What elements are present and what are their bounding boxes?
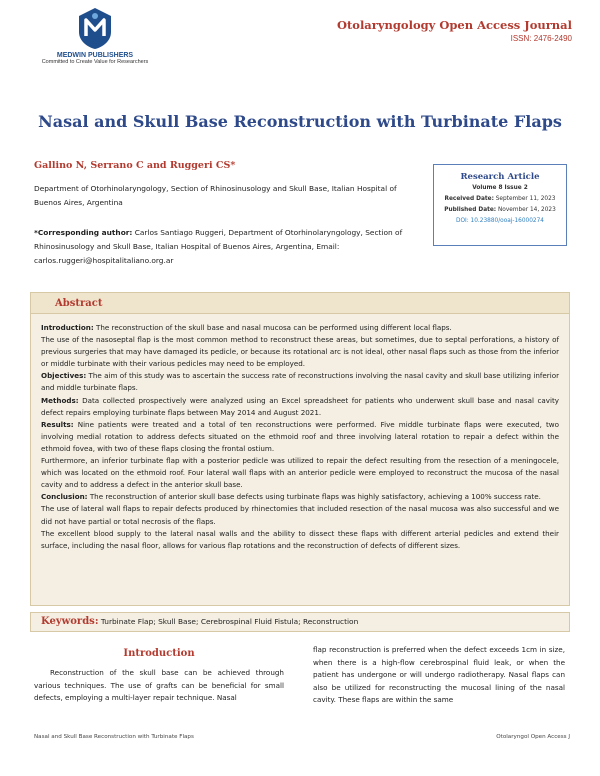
abstract-paragraph [41, 503, 559, 527]
journal-title: Otolaryngology Open Access Journal [336, 18, 572, 32]
article-title: Nasal and Skull Base Reconstruction with Turbinate Flaps [38, 112, 562, 131]
paragraph-text: Data collected prospectively were analyzed using an Excel spreadsheet for patients who underwent skull base and nasal cavity defect repairs employing turbinate flaps between May 2014 and August 2021. [41, 395, 559, 417]
publisher-logo [30, 6, 160, 65]
introduction-text-continued: flap reconstruction is preferred when the defect exceeds 1cm in size, when there is a high-flow cerebrospinal fluid leak, or when the patient has undergone or will undergo radiotherapy. Nasal flaps can also be utilized for reconstructing the mucosal lining of the nasal cavity. These flaps are within the same [313, 645, 565, 704]
keywords-text: Turbinate Flap; Skull Base; Cerebrospinal Fluid Fistula; Reconstruction [98, 617, 359, 626]
abstract-paragraph [41, 395, 559, 419]
paragraph-text: The use of the nasoseptal flap is the most common method to reconstruct these areas, but sometimes, due to septal perforations, a history of previous surgeries that may have damaged its pedicle, or because its rotational arc is not ideal, other nasal flaps such as those from the inferior or middle turbinate with their various pedicles may need to be employed. [41, 335, 559, 369]
doi-link[interactable]: DOI: 10.23880/ooaj-16000274 [456, 218, 544, 224]
received-label: Received Date: [444, 196, 494, 202]
published-label: Published Date: [444, 207, 497, 213]
abstract-paragraph [41, 455, 559, 491]
introduction-right-column [313, 644, 565, 707]
journal-header [337, 18, 572, 43]
published-value: November 14, 2023 [496, 207, 556, 213]
abstract-box [30, 292, 570, 606]
paragraph-text: The aim of this study was to ascertain the success rate of reconstructions involving the nasal cavity and skull base utilizing inferior and middle turbinate flaps. [41, 371, 559, 393]
published-date [434, 207, 566, 213]
paragraph-label: Results: [41, 419, 74, 429]
abstract-paragraph [41, 334, 559, 370]
received-value: September 11, 2023 [493, 196, 556, 202]
article-type: Research Article [460, 172, 540, 182]
paragraph-label: Introduction: [41, 323, 94, 332]
publisher-tagline: Committed to Create Value for Researchers [41, 59, 149, 65]
introduction-text: Reconstruction of the skull base can be achieved through various techniques. The use of grafts can be beneficial for small defects, employing a multi-layer repair technique. Nasal [34, 668, 284, 702]
abstract-paragraph [41, 419, 559, 455]
abstract-heading: Abstract [31, 293, 569, 314]
author-affiliation: Department of Otorhinolaryngology, Section of Rhinosinusology and Skull Base, Italian Hospital of Buenos Aires, Argentina [34, 184, 397, 207]
publisher-name: MEDWIN PUBLISHERS [56, 52, 134, 59]
abstract-paragraph [41, 491, 559, 503]
abstract-paragraph [41, 528, 559, 552]
abstract-paragraph [41, 322, 559, 334]
paragraph-label: Conclusion: [41, 492, 88, 502]
introduction-heading: Introduction [123, 648, 195, 659]
corresponding-label: *Corresponding author: [34, 228, 133, 237]
introduction-left-column [34, 648, 284, 705]
received-date [434, 196, 566, 202]
paragraph-text: The reconstruction of the skull base and nasal mucosa can be performed using different local flaps. [93, 323, 452, 332]
keywords-box [30, 612, 570, 632]
paragraph-label: Objectives: [41, 371, 87, 381]
paragraph-text: The excellent blood supply to the lateral nasal walls and the ability to dissect these flaps with different arterial pedicles and extend their surface, including the nasal floor, allows for various flap rotations and the reconstruction of defects of different sizes. [41, 528, 559, 550]
article-info-box [433, 164, 567, 246]
journal-issn: ISSN: 2476-2490 [510, 34, 572, 43]
volume-issue: Volume 8 Issue 2 [472, 185, 528, 191]
keywords-label: Keywords: [41, 616, 99, 627]
footer-article-title: Nasal and Skull Base Reconstruction with Turbinate Flaps [34, 734, 194, 740]
paragraph-text: Furthermore, an inferior turbinate flap with a posterior pedicle was utilized to repair the defect resulting from the resection of a meningocele, which was located on the ethmoid roof. Four lateral wall flaps with an anterior pedicle were employed to reconstruct the mucosa of the nasal cavity and to address a defect in the anterior skull base. [41, 456, 559, 490]
paragraph-text: Nine patients were treated and a total of ten reconstructions were performed. Five middle turbinate flaps were executed, two involving medial rotation to address defects situated on the ethmoid roof and three involving lateral rotation to repair a defect within the ethmoid fovea, with two of these flaps closing the frontal ostium. [41, 419, 559, 453]
abstract-body [31, 314, 569, 552]
medwin-logo-icon [75, 6, 115, 50]
article-authors: Gallino N, Serrano C and Ruggeri CS* [34, 160, 236, 171]
corresponding-author [34, 226, 434, 268]
paragraph-label: Methods: [41, 395, 79, 405]
abstract-paragraph [41, 370, 559, 394]
paragraph-text: The reconstruction of anterior skull base defects using turbinate flaps was highly satisfactory, achieving a 100% success rate. [87, 492, 541, 502]
corresponding-text: Carlos Santiago Ruggeri, Department of Otorhinolaryngology, Section of Rhinosinusology and Skull Base, Italian Hospital of Buenos Aires, Argentina, Email: carlos.ruggeri@hospitalitaliano.org.ar [34, 228, 403, 265]
footer-journal: Otolaryngol Open Access J [496, 734, 570, 740]
paragraph-text: The use of lateral wall flaps to repair defects produced by rhinectomies that included resection of the nasal mucosa was also successful and we did not have partial or total necrosis of the flaps. [41, 504, 559, 526]
